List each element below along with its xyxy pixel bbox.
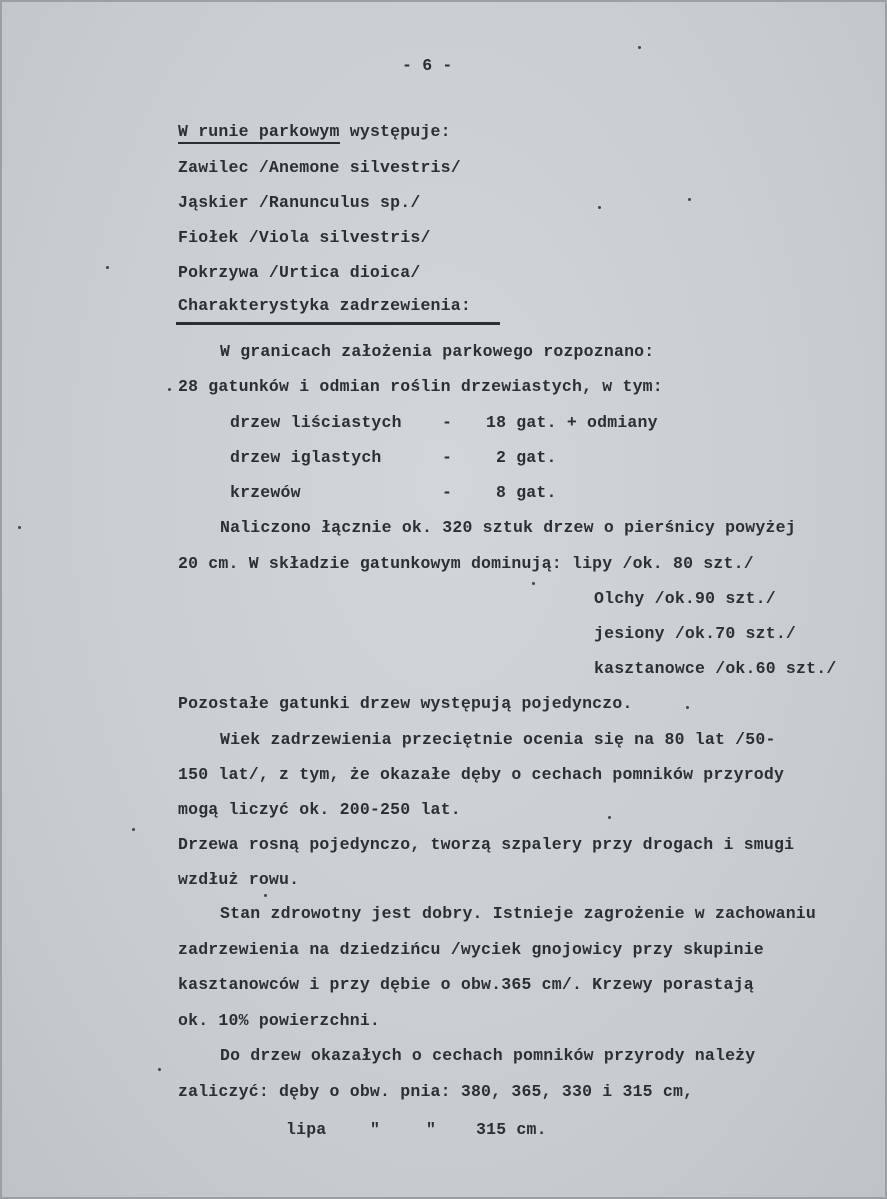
paper-speck xyxy=(132,828,135,831)
plant-line: Fiołek /Viola silvestris/ xyxy=(178,228,431,247)
table-value: 18 gat. + odmiany xyxy=(486,413,658,432)
paper-speck xyxy=(18,526,21,529)
text-line: Drzewa rosną pojedynczo, tworzą szpalery przy drogach i smugi xyxy=(178,835,795,854)
table-value: 2 gat. xyxy=(496,448,557,467)
text-line: Do drzew okazałych o cechach pomników przyrody należy xyxy=(220,1046,756,1065)
plant-line: Jąskier /Ranunculus sp./ xyxy=(178,193,421,212)
heading-rest: występuje: xyxy=(339,122,451,141)
text-line: kasztanowców i przy dębie o obw.365 cm/. Krzewy porastają xyxy=(178,975,754,994)
paper-speck xyxy=(106,266,109,269)
ditto-mark: " xyxy=(426,1120,437,1139)
heading-tree-characteristics: Charakterystyka zadrzewienia: xyxy=(178,296,471,315)
tree-label: lipa xyxy=(286,1120,327,1139)
paper-speck xyxy=(688,198,691,201)
text-line: Naliczono łącznie ok. 320 sztuk drzew o pierśnicy powyżej xyxy=(220,518,796,537)
text-line: mogą liczyć ok. 200-250 lat. xyxy=(178,800,461,819)
table-label: krzewów xyxy=(230,483,301,502)
paper-speck xyxy=(638,46,641,49)
ditto-mark: " xyxy=(370,1120,381,1139)
plant-line: Zawilec /Anemone silvestris/ xyxy=(178,158,461,177)
text-line: 28 gatunków i odmian roślin drzewiastych, w tym: xyxy=(178,377,663,396)
text-line: Olchy /ok.90 szt./ xyxy=(594,589,776,608)
text-line: zadrzewienia na dziedzińcu /wyciek gnojowicy przy skupinie xyxy=(178,940,764,959)
text-line: zaliczyć: dęby o obw. pnia: 380, 365, 330 i 315 cm, xyxy=(178,1082,694,1101)
plant-line: Pokrzywa /Urtica dioica/ xyxy=(178,263,421,282)
paper-speck xyxy=(598,206,601,209)
text-line: jesiony /ok.70 szt./ xyxy=(594,624,797,643)
heading-underline-rule xyxy=(176,322,500,325)
table-label: drzew liściastych xyxy=(230,413,402,432)
table-dash: - xyxy=(442,413,453,432)
text-line: Stan zdrowotny jest dobry. Istnieje zagrożenie w zachowaniu xyxy=(220,904,816,923)
paper-speck xyxy=(532,582,535,585)
paper-speck xyxy=(158,1068,161,1071)
text-line: wzdłuż rowu. xyxy=(178,870,300,889)
text-line: W granicach założenia parkowego rozpoznano: xyxy=(220,342,655,361)
text-line: kasztanowce /ok.60 szt./ xyxy=(594,659,837,678)
heading-underlined-part: W runie parkowym xyxy=(178,122,340,144)
table-dash: - xyxy=(442,483,453,502)
text-line: Pozostałe gatunki drzew występują pojedynczo. xyxy=(178,694,633,713)
tree-value: 315 cm. xyxy=(476,1120,547,1139)
text-line: 20 cm. W składzie gatunkowym dominują: lipy /ok. 80 szt./ xyxy=(178,554,754,573)
text-line: 150 lat/, z tym, że okazałe dęby o cechach pomników przyrody xyxy=(178,765,785,784)
table-value: 8 gat. xyxy=(496,483,557,502)
paper-speck xyxy=(686,706,689,709)
page-number: - 6 - xyxy=(402,56,453,75)
heading-herb-layer xyxy=(178,124,451,141)
text-line: ok. 10% powierzchni. xyxy=(178,1011,381,1030)
paper-speck xyxy=(168,388,171,391)
table-label: drzew iglastych xyxy=(230,448,382,467)
paper-speck xyxy=(264,894,267,897)
table-dash: - xyxy=(442,448,453,467)
paper-speck xyxy=(608,816,611,819)
text-line: Wiek zadrzewienia przeciętnie ocenia się na 80 lat /50- xyxy=(220,730,776,749)
